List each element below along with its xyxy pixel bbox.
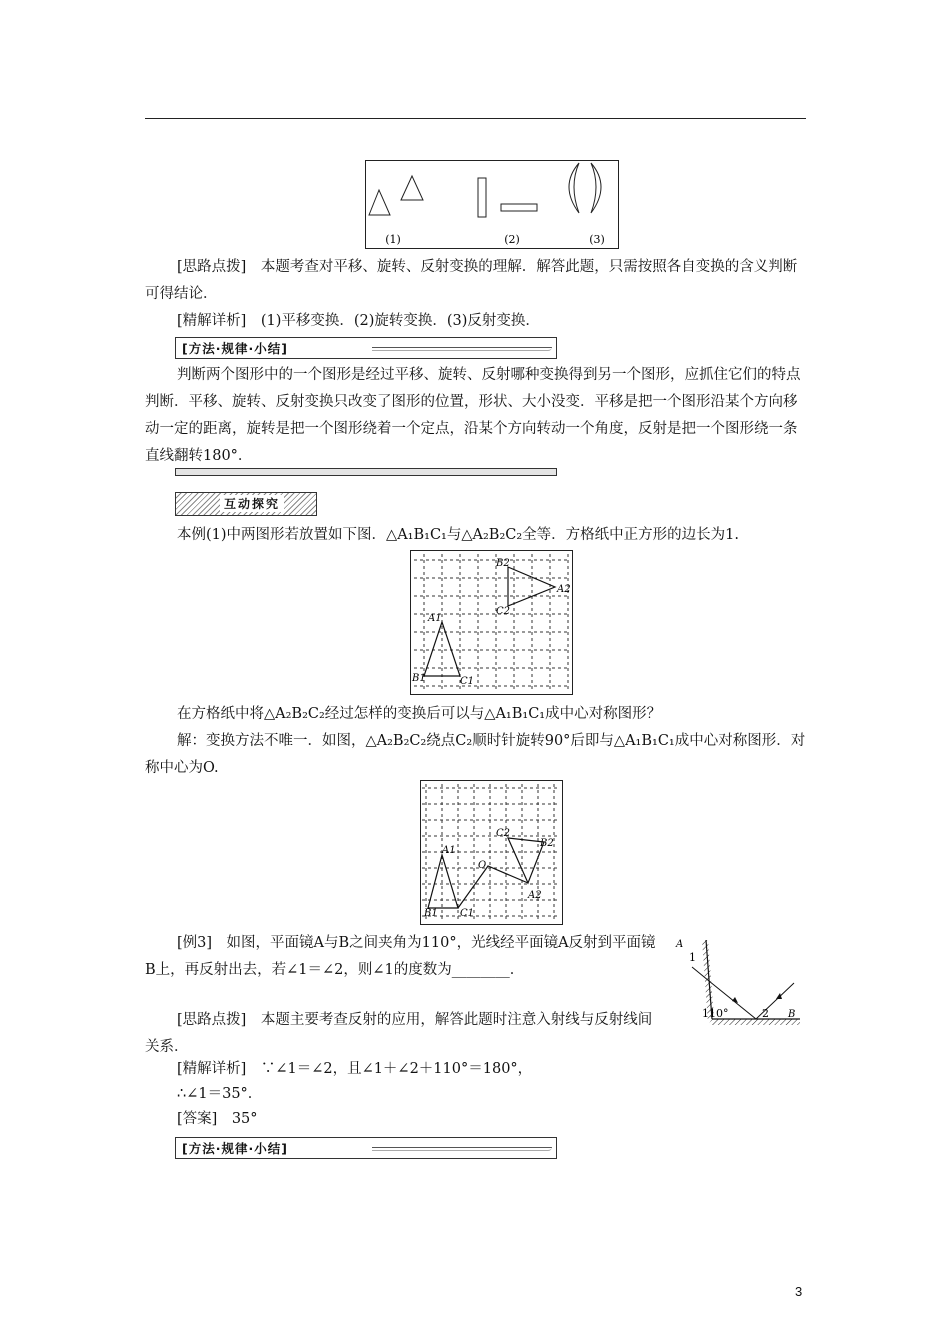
example3-hint-paragraph: [思路点拨] 本题主要考查反射的应用，解答此题时注意入射线与反射线间关系． <box>145 1012 653 1055</box>
figure-label-3: (3) <box>589 233 605 246</box>
grid-figure-1 <box>410 550 574 696</box>
label-b2: B2 <box>540 838 554 849</box>
hint-paragraph: [思路点拨] 本题考查对平移、旋转、反射变换的理解．解答此题，只需按照各自变换的含义判断可得结论． <box>145 259 798 302</box>
method-banner-label: [方法·规律·小结] <box>182 341 288 356</box>
label-b2: B2 <box>496 558 510 569</box>
example3-paragraph: [例3] 如图，平面镜A与B之间夹角为110°，光线经平面镜A反射到平面镜B上，再反射出去，若∠1＝∠2，则∠1的度数为________． <box>145 935 656 978</box>
label-o: O <box>478 860 487 871</box>
label-a2: A2 <box>557 584 571 595</box>
figure-label-2: (2) <box>504 233 520 246</box>
label-angle-2: 2 <box>762 1007 769 1020</box>
label-angle-1: 1 <box>689 951 696 964</box>
label-c2: C2 <box>496 606 511 617</box>
exploration-paragraph: 本例(1)中两图形若放置如下图．△A₁B₁C₁与△A₂B₂C₂全等．方格纸中正方形的边长为1. <box>177 527 739 543</box>
answer-paragraph: [答案] 35° <box>177 1111 258 1127</box>
label-c2: C2 <box>496 828 511 839</box>
solution-paragraph: 解：变换方法不唯一．如图，△A₂B₂C₂绕点C₂顺时针旋转90°后即与△A₁B₁C₁成中心对称图形．对称中心为O. <box>145 733 806 776</box>
mirror-figure <box>672 935 812 1030</box>
grid-figure-2 <box>420 780 564 926</box>
label-mirror-a: A <box>676 939 684 950</box>
label-b1: B1 <box>412 673 426 684</box>
label-a1: A1 <box>442 845 456 856</box>
label-angle-110: 110° <box>702 1007 729 1020</box>
header-rule <box>145 118 806 119</box>
page-number: 3 <box>795 1284 803 1299</box>
section-heading-text: 互动探究 <box>220 495 284 512</box>
figure-label-1: (1) <box>385 233 401 246</box>
label-c1: C1 <box>460 676 475 687</box>
transformation-figure <box>365 160 620 250</box>
label-c1: C1 <box>460 908 475 919</box>
example3-result-paragraph: ∴∠1＝35°． <box>177 1086 263 1102</box>
section-heading <box>175 492 317 516</box>
method-banner <box>175 337 557 359</box>
method-banner-2-label: [方法·规律·小结] <box>182 1141 288 1156</box>
label-mirror-b: B <box>788 1009 796 1020</box>
analysis-paragraph: [精解详析] (1)平移变换．(2)旋转变换．(3)反射变换． <box>177 313 540 329</box>
label-a1: A1 <box>428 613 442 624</box>
summary-paragraph: 判断两个图形中的一个图形是经过平移、旋转、反射哪种变换得到另一个图形，应抓住它们的特点判断．平移、旋转、反射变换只改变了图形的位置，形状、大小没变．平移是把一个图形沿某个方向移动一定的距离，旋转是把一个图形绕着一个定点，沿某个方向转动一个角度，反射是把一个图形绕一条直线翻转180°． <box>145 367 801 464</box>
example3-analysis-paragraph: [精解详析] ∵∠1＝∠2，且∠1＋∠2＋110°＝180°， <box>177 1061 533 1077</box>
label-b1: B1 <box>424 908 438 919</box>
label-a2: A2 <box>528 890 542 901</box>
question-paragraph: 在方格纸中将△A₂B₂C₂经过怎样的变换后可以与△A₁B₁C₁成中心对称图形？ <box>177 706 662 722</box>
method-banner-2 <box>175 1137 557 1159</box>
summary-end-bar <box>175 468 557 476</box>
